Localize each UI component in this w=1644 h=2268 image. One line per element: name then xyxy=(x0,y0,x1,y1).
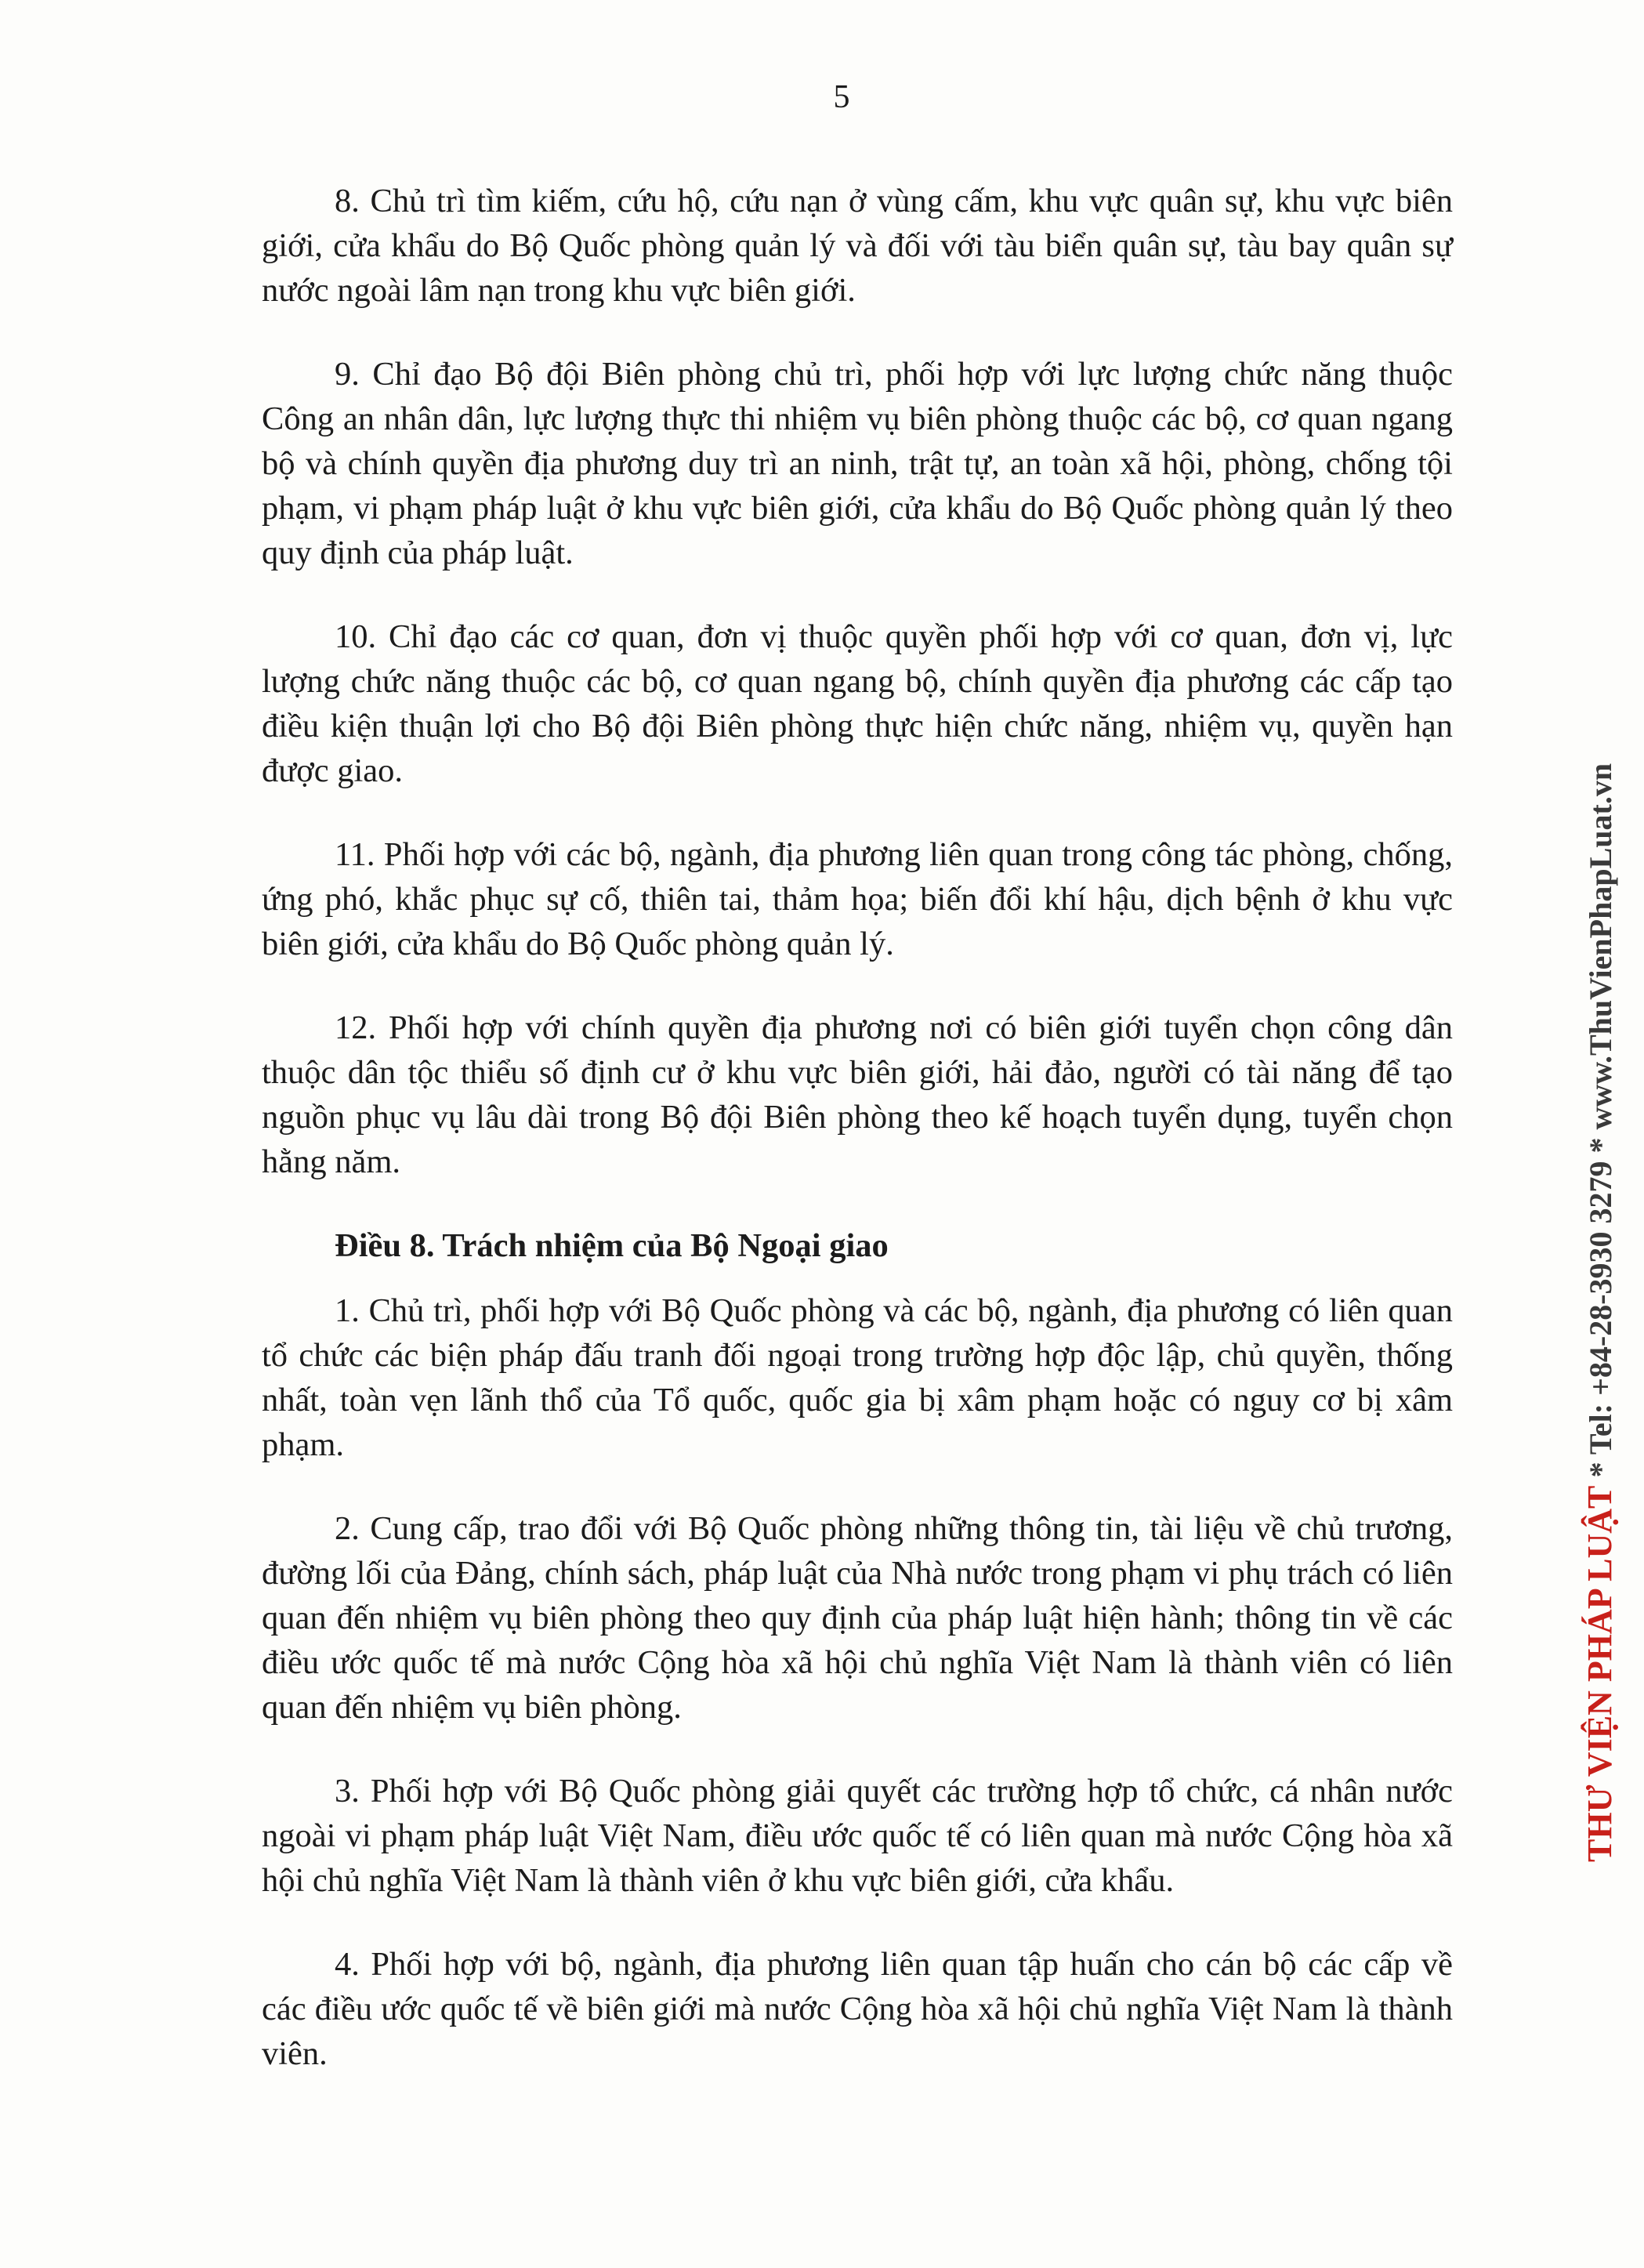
page-number: 5 xyxy=(833,79,850,115)
side-watermark xyxy=(1583,763,1617,1862)
article-8-item-1: 1. Chủ trì, phối hợp với Bộ Quốc phòng và các bộ, ngành, địa phương có liên quan tổ chức các biện pháp đấu tranh đối ngoại trong trường hợp độc lập, chủ quyền, thống nhất, toàn vẹn lãnh thổ của Tổ quốc, quốc gia bị xâm phạm hoặc có nguy cơ bị xâm phạm. xyxy=(262,1292,1453,1463)
article-8-title: Điều 8. Trách nhiệm của Bộ Ngoại giao xyxy=(335,1227,889,1264)
article-8-item-2: 2. Cung cấp, trao đổi với Bộ Quốc phòng những thông tin, tài liệu về chủ trương, đường lối của Đảng, chính sách, pháp luật của Nhà nước trong phạm vi phụ trách có liên quan đến nhiệm vụ biên phòng theo quy định của pháp luật hiện hành; thông tin về các điều ước quốc tế mà nước Cộng hòa xã hội chủ nghĩa Việt Nam là thành viên có liên quan đến nhiệm vụ biên phòng. xyxy=(262,1510,1453,1726)
article-8-item-3: 3. Phối hợp với Bộ Quốc phòng giải quyết các trường hợp tổ chức, cá nhân nước ngoài vi phạm pháp luật Việt Nam, điều ước quốc tế có liên quan mà nước Cộng hòa xã hội chủ nghĩa Việt Nam là thành viên ở khu vực biên giới, cửa khẩu. xyxy=(262,1773,1453,1899)
paragraph-item-10: 10. Chỉ đạo các cơ quan, đơn vị thuộc quyền phối hợp với cơ quan, đơn vị, lực lượng chức năng thuộc các bộ, cơ quan ngang bộ, chính quyền địa phương các cấp tạo điều kiện thuận lợi cho Bộ đội Biên phòng thực hiện chức năng, nhiệm vụ, quyền hạn được giao. xyxy=(262,618,1453,789)
paragraph-item-12: 12. Phối hợp với chính quyền địa phương nơi có biên giới tuyển chọn công dân thuộc dân tộc thiểu số định cư ở khu vực biên giới, hải đảo, người có tài năng để tạo nguồn phục vụ lâu dài trong Bộ đội Biên phòng theo kế hoạch tuyển dụng, tuyển chọn hằng năm. xyxy=(262,1009,1453,1180)
paragraph-item-11: 11. Phối hợp với các bộ, ngành, địa phương liên quan trong công tác phòng, chống, ứng phó, khắc phục sự cố, thiên tai, thảm họa; biến đổi khí hậu, dịch bệnh ở khu vực biên giới, cửa khẩu do Bộ Quốc phòng quản lý. xyxy=(262,836,1453,962)
article-8-item-4: 4. Phối hợp với bộ, ngành, địa phương liên quan tập huấn cho cán bộ các cấp về các điều ước quốc tế về biên giới mà nước Cộng hòa xã hội chủ nghĩa Việt Nam là thành viên. xyxy=(262,1946,1453,2072)
paragraph-item-8: 8. Chủ trì tìm kiếm, cứu hộ, cứu nạn ở vùng cấm, khu vực quân sự, khu vực biên giới, cửa khẩu do Bộ Quốc phòng quản lý và đối với tàu biển quân sự, tàu bay quân sự nước ngoài lâm nạn trong khu vực biên giới. xyxy=(262,183,1453,309)
watermark-contact: * Tel: +84-28-3930 3279 * www.ThuVienPhapLuat.vn xyxy=(1583,763,1618,1478)
paragraph-item-9: 9. Chỉ đạo Bộ đội Biên phòng chủ trì, phối hợp với lực lượng chức năng thuộc Công an nhân dân, lực lượng thực thi nhiệm vụ biên phòng thuộc các bộ, cơ quan ngang bộ và chính quyền địa phương duy trì an ninh, trật tự, an toàn xã hội, phòng, chống tội phạm, vi phạm pháp luật ở khu vực biên giới, cửa khẩu do Bộ Quốc phòng quản lý theo quy định của pháp luật. xyxy=(262,356,1453,571)
watermark-brand: THƯ VIỆN PHÁP LUẬT xyxy=(1581,1486,1619,1862)
document-body xyxy=(262,179,1453,2115)
